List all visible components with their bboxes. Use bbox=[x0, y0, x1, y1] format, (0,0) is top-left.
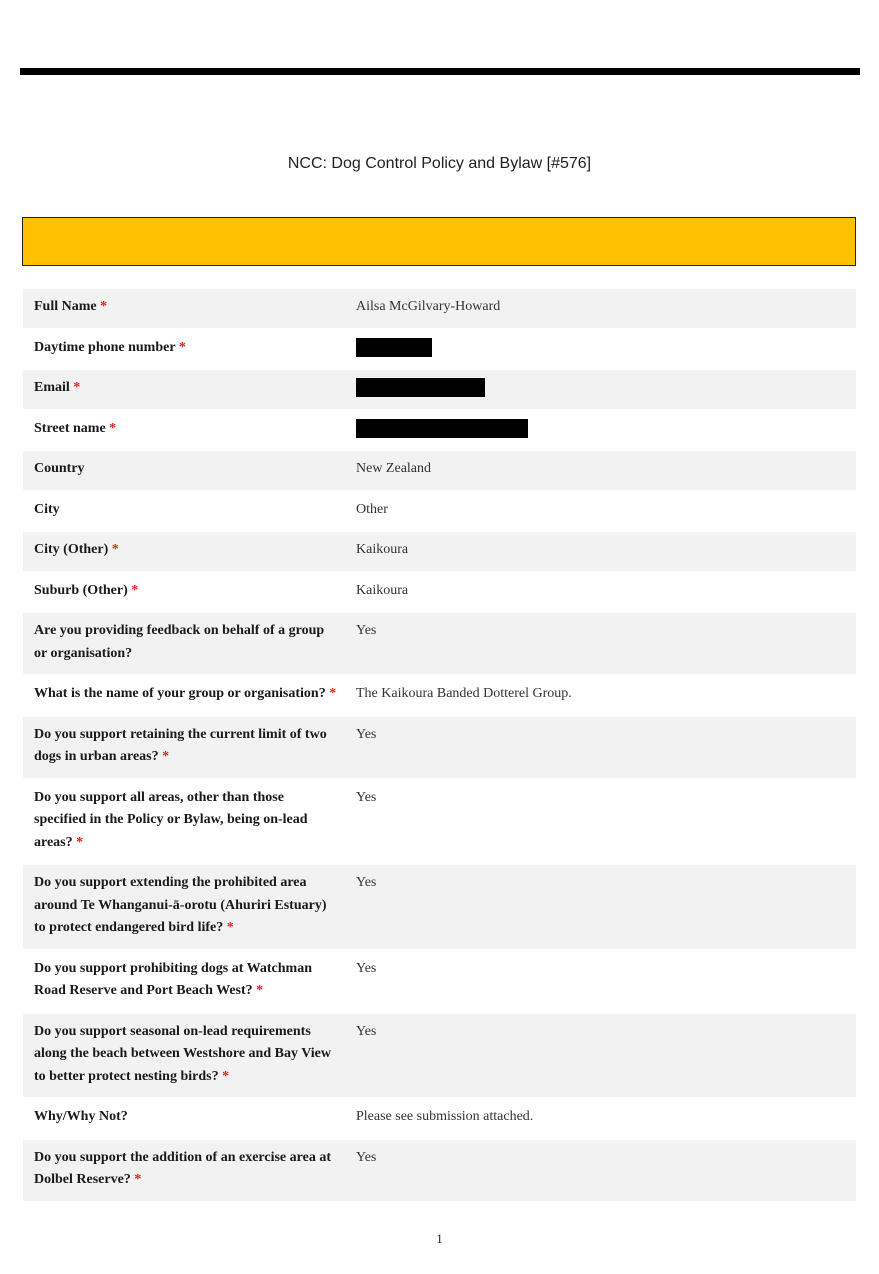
field-label: Do you support the addition of an exercise area at Dolbel Reserve? * bbox=[23, 1139, 345, 1202]
required-marker: * bbox=[131, 582, 139, 598]
field-row-daytime-phone bbox=[23, 329, 856, 370]
field-row-email bbox=[23, 369, 856, 410]
field-value: The Kaikoura Banded Dotterel Group. bbox=[345, 675, 856, 716]
field-row-watchman-road bbox=[23, 950, 856, 1013]
field-label: Do you support prohibiting dogs at Watchman Road Reserve and Port Beach West? * bbox=[23, 950, 345, 1013]
required-marker: * bbox=[73, 380, 81, 395]
required-marker: * bbox=[226, 920, 234, 935]
field-label: Do you support seasonal on-lead requirements along the beach between Westshore and Bay View to better protect nesting birds? * bbox=[23, 1013, 345, 1099]
field-row-city bbox=[23, 491, 856, 532]
header-banner bbox=[22, 217, 856, 266]
field-label: City (Other) * bbox=[23, 531, 345, 572]
field-label: Do you support retaining the current limit of two dogs in urban areas? * bbox=[23, 716, 345, 779]
field-value: Yes bbox=[345, 716, 856, 779]
field-value: Other bbox=[345, 491, 856, 532]
required-marker: * bbox=[222, 1068, 230, 1084]
field-value: Please see submission attached. bbox=[345, 1098, 856, 1139]
field-label: Do you support extending the prohibited area around Te Whanganui-ā-orotu (Ahuriri Estuary) to protect endangered bird life? * bbox=[23, 864, 345, 950]
field-row-city-other bbox=[23, 531, 856, 572]
field-value bbox=[345, 410, 856, 451]
field-row-group-name bbox=[23, 675, 856, 716]
field-row-prohibited-area bbox=[23, 864, 856, 950]
field-value bbox=[345, 329, 856, 370]
field-value: Yes bbox=[345, 779, 856, 865]
required-marker: * bbox=[100, 299, 108, 314]
field-row-seasonal-on-lead bbox=[23, 1013, 856, 1099]
field-row-group-feedback bbox=[23, 612, 856, 675]
top-rule bbox=[20, 68, 860, 75]
field-label: What is the name of your group or organisation? * bbox=[23, 675, 345, 716]
field-row-suburb-other bbox=[23, 572, 856, 613]
field-label: Street name * bbox=[23, 410, 345, 451]
field-value: Yes bbox=[345, 612, 856, 675]
redaction-block bbox=[356, 378, 485, 397]
redaction-block bbox=[356, 419, 528, 438]
field-value: Yes bbox=[345, 864, 856, 950]
required-marker: * bbox=[178, 339, 186, 355]
page-number: 1 bbox=[436, 1231, 443, 1246]
field-label: Full Name * bbox=[23, 289, 345, 329]
required-marker: * bbox=[256, 983, 264, 998]
required-marker: * bbox=[109, 420, 117, 436]
field-label: Why/Why Not? bbox=[23, 1098, 345, 1139]
field-row-full-name bbox=[23, 289, 856, 329]
field-row-country bbox=[23, 450, 856, 491]
field-row-dolbel-reserve bbox=[23, 1139, 856, 1202]
field-label: City bbox=[23, 491, 345, 532]
required-marker: * bbox=[162, 749, 170, 764]
field-row-street-name bbox=[23, 410, 856, 451]
field-label: Do you support all areas, other than those specified in the Policy or Bylaw, being on-lead areas? * bbox=[23, 779, 345, 865]
field-row-dog-limit bbox=[23, 716, 856, 779]
required-marker: * bbox=[76, 834, 84, 850]
field-value: Ailsa McGilvary-Howard bbox=[345, 289, 856, 329]
field-label: Email * bbox=[23, 369, 345, 410]
field-value: Yes bbox=[345, 950, 856, 1013]
field-row-on-lead-areas bbox=[23, 779, 856, 865]
field-label: Are you providing feedback on behalf of a group or organisation? bbox=[23, 612, 345, 675]
field-label: Daytime phone number * bbox=[23, 329, 345, 370]
field-value: Kaikoura bbox=[345, 572, 856, 613]
field-label: Suburb (Other) * bbox=[23, 572, 345, 613]
field-row-why-why-not bbox=[23, 1098, 856, 1139]
document-title: NCC: Dog Control Policy and Bylaw [#576] bbox=[287, 155, 592, 172]
submission-table bbox=[23, 289, 856, 1203]
redaction-block bbox=[356, 338, 432, 357]
field-value bbox=[345, 369, 856, 410]
required-marker: * bbox=[111, 542, 119, 557]
field-value: Yes bbox=[345, 1139, 856, 1202]
field-value: Kaikoura bbox=[345, 531, 856, 572]
required-marker: * bbox=[329, 686, 337, 701]
field-label: Country bbox=[23, 450, 345, 491]
field-value: New Zealand bbox=[345, 450, 856, 491]
required-marker: * bbox=[134, 1172, 142, 1187]
field-value: Yes bbox=[345, 1013, 856, 1099]
